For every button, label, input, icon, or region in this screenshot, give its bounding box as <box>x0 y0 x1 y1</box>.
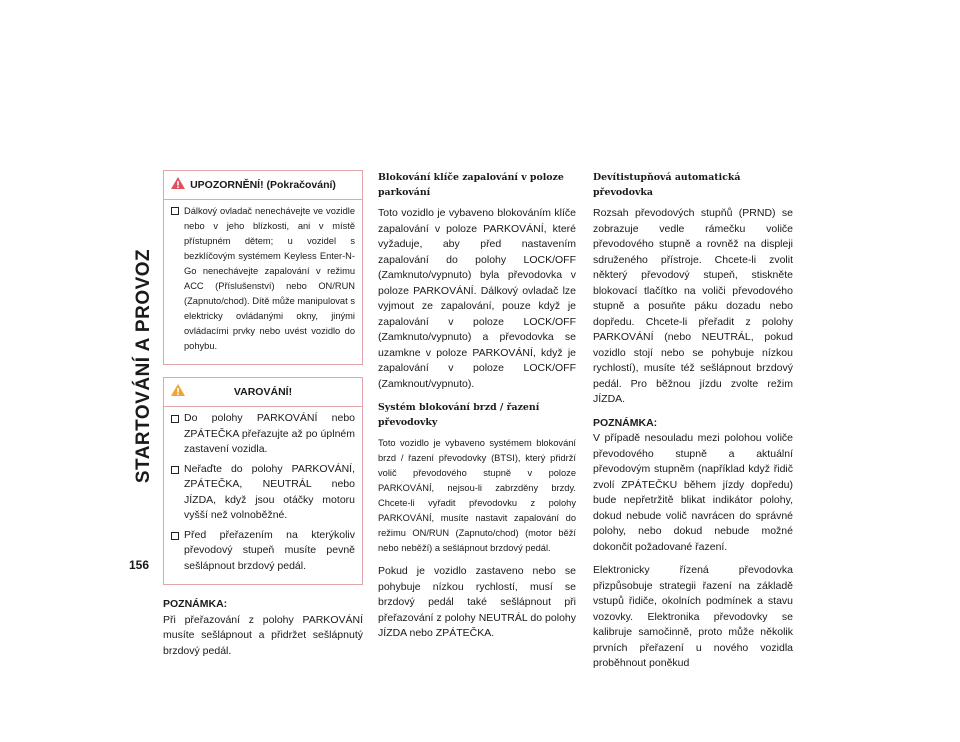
note-text: V případě nesouladu mezi polohou voliče převodového stupně a aktuální převodovým stupněm (například když řidič zvolí ZPÁTEČKU během jízdy dopředu) bude nepřetržitě blikat indikátor polohy, dokud nebude volič navrácen do správné polohy, nebo dokud nebude možné dokončit požadované řazení. <box>593 432 793 553</box>
warning-item <box>171 462 355 524</box>
section-heading-transmission: Devítistupňová automatická převodovka <box>593 172 741 198</box>
note-title: POZNÁMKA: <box>593 416 658 429</box>
column-right <box>593 170 793 680</box>
warning-triangle-icon <box>170 176 186 190</box>
checkbox-bullet-icon <box>171 532 179 540</box>
column-middle <box>378 170 576 650</box>
warning-item <box>171 411 355 458</box>
warning-box-header <box>164 378 362 407</box>
caution-title: UPOZORNĚNÍ! (Pokračování) <box>190 179 336 191</box>
caution-box-header <box>164 171 362 200</box>
column-left <box>163 170 363 659</box>
chapter-side-title <box>127 176 161 556</box>
warning-item-text: Před přeřazením na kterýkoliv převodový stupeň musíte pevně sešlápnout brzdový pedál. <box>184 528 355 572</box>
section-text-transmission: Rozsah převodových stupňů (PRND) se zobrazuje vedle rámečku voliče převodového stupně a rovněž na displeji sdruženého přístroje. Chcete-li zvolit některý převodový stupeň, stiskněte blokovací tlačítko na voliči převodového stupně a posuňte páku dozadu nebo dopředu. Chcete-li přeřadit z polohy PARKOVÁNÍ (nebo NEUTRÁL, pokud vozidlo stojí nebo se pohybuje nízkou rychlostí), musíte též sešlápnout brzdový pedál. Pro běžnou jízdu zvolte režim JÍZDA. <box>593 207 793 405</box>
warning-item <box>171 528 355 575</box>
caution-body <box>164 200 362 364</box>
section-text-btsi: Toto vozidlo je vybaveno systémem blokování brzd / řazení převodovky (BTSI), který přidrží volič převodového stupně v poloze PARKOVÁNÍ, nejsou-li zabrzděny brzdy. Chcete-li vyřadit převodovku z polohy PARKOVÁNÍ, musíte nastavit zapalování do režimu ON/RUN (Zapnuto/chod) (motor běží nebo neběží) a sešlápnout brzdový pedál. <box>378 438 576 553</box>
note-text: Při přeřazování z polohy PARKOVÁNÍ musíte sešlápnout a přidržet sešlápnutý brzdový pedál. <box>163 613 363 657</box>
note-title: POZNÁMKA: <box>163 598 228 610</box>
section-heading-key-lock: Blokování klíče zapalování v poloze parkování <box>378 172 564 198</box>
section-text-transmission-2: Elektronicky řízená převodovka přizpůsobuje strategii řazení na základě vstupů řidiče, okolních podmínek a stavu vozovky. Elektronika převodovky se kalibruje samočinně, proto může několik prvních přeřazení u nového vozidla proběhnout poněkud <box>593 564 793 669</box>
warning-title: VAROVÁNÍ! <box>233 386 293 398</box>
chapter-side-title-text: STARTOVÁNÍ A PROVOZ <box>133 248 154 484</box>
page-number: 156 <box>129 558 150 572</box>
caution-box <box>163 170 363 365</box>
section-heading-btsi: Systém blokování brzd / řazení převodovky <box>378 402 540 428</box>
warning-item-text: Neřaďte do polohy PARKOVÁNÍ, ZPÁTEČKA, NEUTRÁL nebo JÍZDA, když jsou otáčky motoru vyšší než volnoběžné. <box>184 462 355 521</box>
checkbox-bullet-icon <box>171 207 179 215</box>
section-text-key-lock: Toto vozidlo je vybaveno blokováním klíče zapalování v poloze PARKOVÁNÍ, které vyžaduje, aby před nastavením zapalování do polohy LOCK/OFF (Zamknuto/vypnuto) byla převodovka v poloze PARKOVÁNÍ. Dálkový ovladač lze vyjmout ze zapalování, pouze když je zapalování v poloze LOCK/OFF (Zamknuto/vypnuto) a převodovka se uzamkne v poloze PARKOVÁNÍ, když je zapalování v poloze LOCK/OFF (Zamknout/vypnuto). <box>378 207 576 390</box>
caution-item-text: Dálkový ovladač nenechávejte ve vozidle nebo v jeho blízkosti, ani v místě přístupném dětem; u vozidel s bezklíčovým systémem Keyless Enter-N-Go nenechávejte zapalování v režimu ACC (Příslušenství) nebo ON/RUN (Zapnuto/chod). Dítě může manipulovat s elektricky ovládanými okny, jinými ovládacími prvky nebo uvést vozidlo do pohybu. <box>184 206 355 351</box>
warning-body <box>164 407 362 584</box>
warning-item-text: Do polohy PARKOVÁNÍ nebo ZPÁTEČKA přeřazujte až po úplném zastavení vozidla. <box>184 412 355 455</box>
caution-item <box>171 204 355 354</box>
section-text-btsi-2: Pokud je vozidlo zastaveno nebo se pohybuje nízkou rychlostí, musí se brzdový pedál také sešlápnout při přeřazování z polohy NEUTRÁL do polohy JÍZDA nebo ZPÁTEČKA. <box>378 565 576 639</box>
checkbox-bullet-icon <box>171 415 179 423</box>
checkbox-bullet-icon <box>171 466 179 474</box>
warning-box <box>163 377 363 585</box>
warning-triangle-icon <box>170 383 186 397</box>
